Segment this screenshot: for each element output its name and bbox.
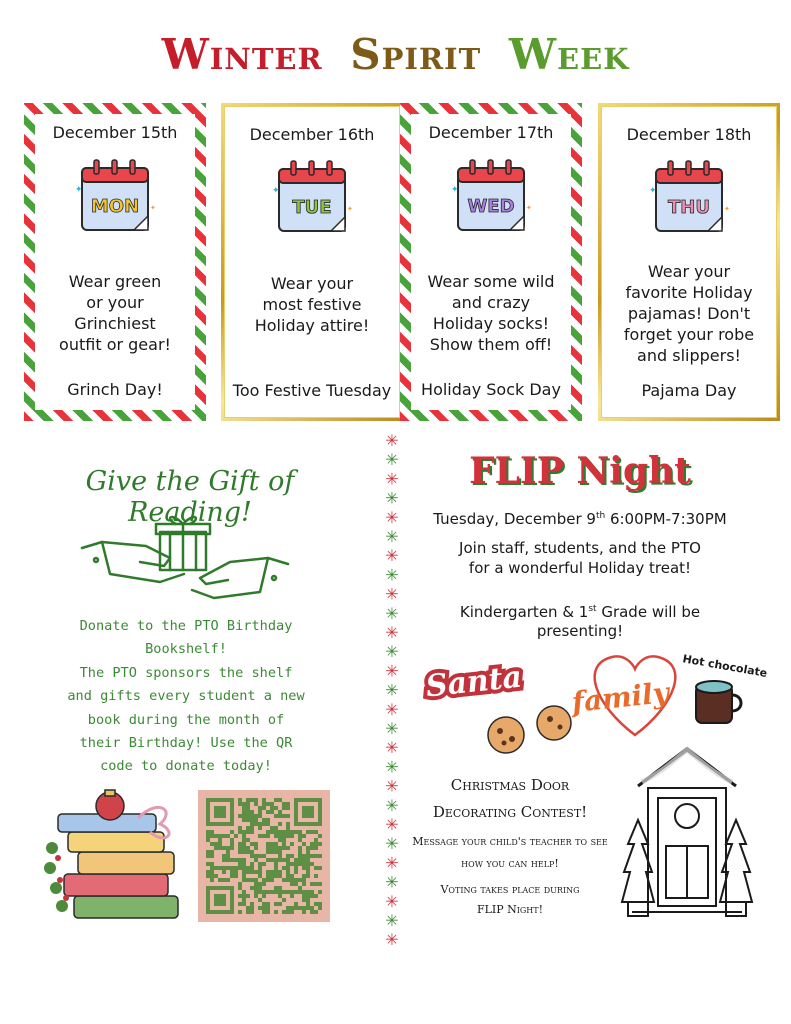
calendar-monday-icon — [72, 152, 158, 238]
donation-text: Donate to the PTO Birthday Bookshelf! The PTO sponsors the shelf and gifts every student a new book during the month of their Birthday! Use the QR code to donate today! — [67, 618, 305, 775]
title-word-spirit: Spirit — [350, 30, 482, 79]
snowflake-icon: ✳ — [385, 623, 399, 642]
day-description: Wear some wild and crazy Holiday socks! Show them off! — [427, 272, 555, 354]
svg-text:✦: ✦ — [150, 204, 156, 212]
holiday-stickers — [420, 645, 770, 755]
svg-text:MON: MON — [90, 196, 140, 217]
door-contest-voting-line2: FLIP Night! — [476, 903, 544, 916]
svg-text:✦: ✦ — [347, 205, 353, 213]
flip-night-join-line1: Join staff, students, and the PTO — [459, 539, 701, 557]
snowflake-icon: ✳ — [385, 699, 399, 719]
hot-chocolate-mug-icon — [696, 681, 741, 723]
snowflake-icon: ✳ — [385, 795, 399, 815]
snowflake-icon: ✳ — [385, 565, 399, 585]
snowflake-icon: ✳ — [385, 527, 399, 546]
day-card-monday — [24, 103, 206, 421]
day-card-tuesday — [221, 103, 403, 421]
snowflake-icon: ✳ — [385, 507, 399, 527]
snowflake-divider — [382, 432, 402, 957]
day-theme-name: Grinch Day! — [67, 380, 163, 399]
day-description: Wear green or your Grinchiest outfit or gear! — [59, 272, 171, 354]
snowflake-icon: ✳ — [385, 891, 399, 911]
snowflake-icon: ✳ — [385, 642, 399, 662]
day-description: Wear your favorite Holiday pajamas! Don't forget your robe and slippers! — [623, 262, 755, 365]
snowflake-icon: ✳ — [385, 815, 399, 834]
day-date: December 15th — [52, 123, 178, 142]
snowflake-icon: ✳ — [385, 853, 399, 873]
flip-night-date: Tuesday, December 9th 6:00PM-7:30PM — [433, 510, 727, 528]
snowflake-icon: ✳ — [385, 603, 399, 623]
door-contest-help-line2: how you can help! — [461, 857, 559, 870]
snowflake-icon: ✳ — [385, 834, 399, 854]
snowflake-icon: ✳ — [385, 432, 399, 450]
snowflake-icon: ✳ — [385, 450, 399, 470]
snowflake-icon: ✳ — [385, 661, 399, 681]
svg-text:THU: THU — [668, 197, 710, 218]
snowflake-icon: ✳ — [385, 738, 399, 758]
title-word-winter: Winter — [161, 30, 323, 79]
calendar-wednesday-icon — [448, 152, 534, 238]
title-word-week: Week — [508, 30, 630, 79]
calendar-thursday-icon — [646, 153, 732, 239]
page-title — [0, 30, 791, 79]
svg-text:✦: ✦ — [526, 204, 532, 212]
flip-night-presenting: Kindergarten & 1st Grade will be — [459, 603, 701, 621]
day-theme-name: Pajama Day — [641, 381, 737, 400]
donation-qr-code[interactable] — [198, 790, 330, 922]
day-date: December 17th — [428, 123, 554, 142]
snowflake-icon: ✳ — [385, 680, 399, 700]
svg-text:✦: ✦ — [451, 185, 459, 195]
door-contest-help-line1: Message your child's teacher to see — [412, 835, 608, 848]
snowflake-icon: ✳ — [385, 546, 399, 566]
flip-night-join-line2: for a wonderful Holiday treat! — [468, 559, 692, 577]
cookies-icon — [488, 706, 571, 753]
snowflake-icon: ✳ — [385, 584, 399, 604]
gift-of-reading-title: Give the Gift of Reading! — [85, 466, 295, 528]
snowflake-icon: ✳ — [385, 911, 399, 930]
decorated-door-icon — [612, 742, 762, 922]
snowflake-icon: ✳ — [385, 469, 399, 489]
svg-text:✦: ✦ — [649, 186, 657, 196]
svg-text:✦: ✦ — [75, 185, 83, 195]
snowflake-icon: ✳ — [385, 776, 399, 796]
calendar-tuesday-icon — [269, 153, 355, 239]
day-theme-name: Holiday Sock Day — [421, 380, 561, 399]
day-card-wednesday — [400, 103, 582, 421]
day-date: December 16th — [249, 125, 375, 144]
svg-text:TUE: TUE — [292, 197, 332, 218]
snowflake-icon: ✳ — [385, 930, 399, 950]
svg-text:✦: ✦ — [724, 205, 730, 213]
svg-text:WED: WED — [467, 196, 515, 217]
door-contest-voting-line1: Voting takes place during — [440, 883, 580, 896]
door-contest-heading-line1: Christmas Door — [450, 776, 570, 794]
qr-code-icon — [206, 798, 322, 914]
day-theme-name: Too Festive Tuesday — [232, 381, 392, 400]
snowflake-icon: ✳ — [385, 488, 399, 508]
family-sticker: family — [570, 675, 671, 719]
gift-hands-icon — [80, 512, 290, 608]
flip-night-presenting-line2: presenting! — [536, 622, 624, 640]
hot-chocolate-label: Hot chocolate — [681, 652, 769, 680]
snowflake-icon: ✳ — [385, 719, 399, 738]
door-contest-heading-line2: Decorating Contest! — [432, 803, 588, 821]
day-description: Wear your most festive Holiday attire! — [254, 274, 370, 335]
flip-night-title: FLIP Night — [469, 450, 691, 492]
svg-text:✦: ✦ — [272, 186, 280, 196]
day-card-thursday — [598, 103, 780, 421]
book-stack-icon — [38, 788, 188, 928]
day-date: December 18th — [626, 125, 752, 144]
snowflake-icon: ✳ — [385, 757, 399, 777]
snowflake-icon: ✳ — [385, 872, 399, 892]
santa-sticker: Santa — [424, 659, 524, 705]
